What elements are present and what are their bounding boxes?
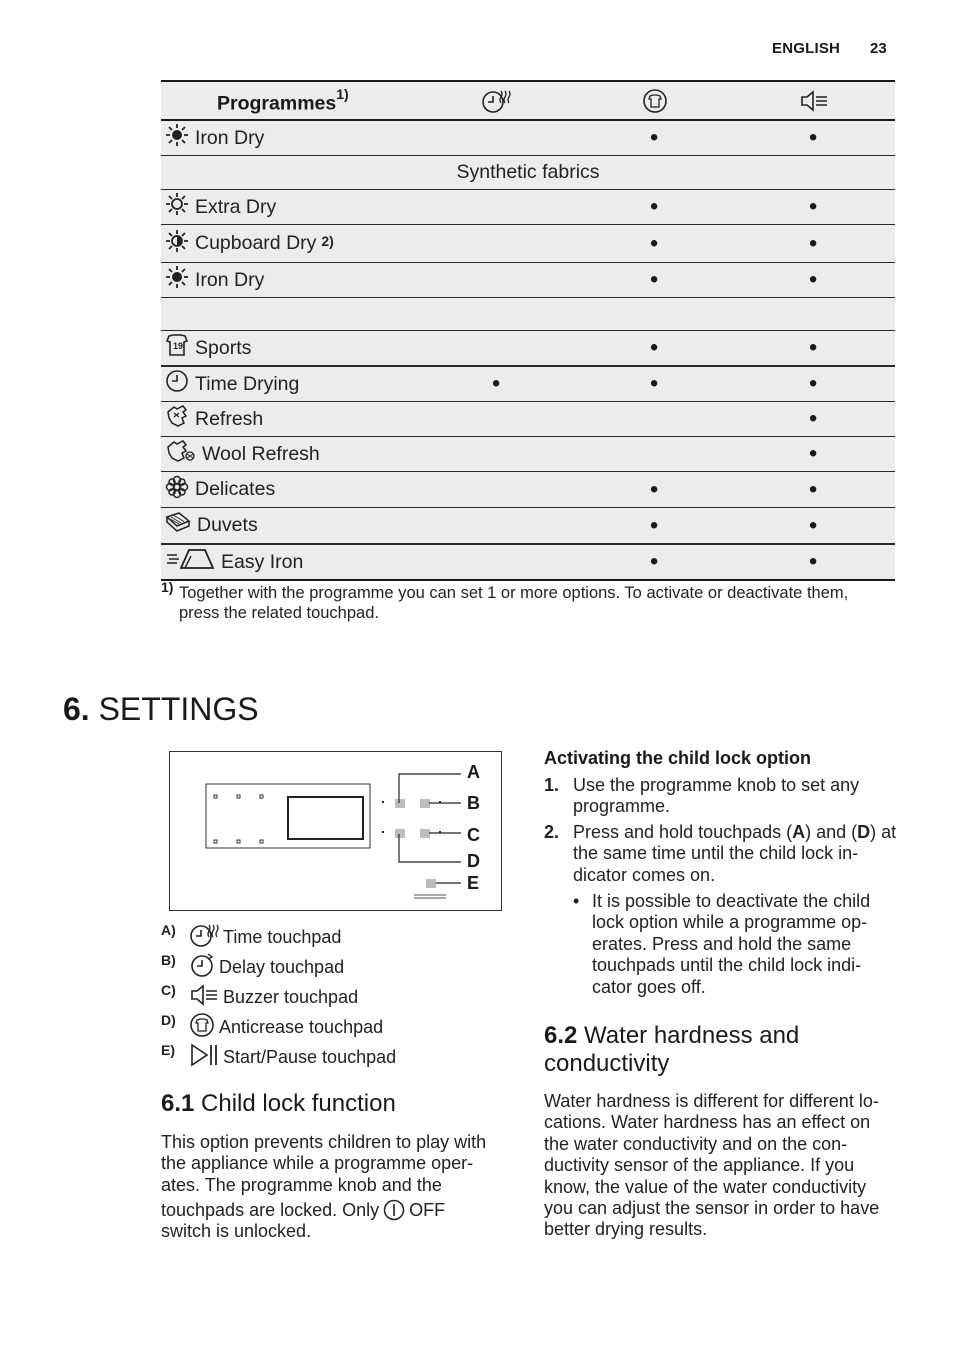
footnote-ref: 2) bbox=[321, 232, 334, 249]
legend-label: Delay touchpad bbox=[219, 957, 345, 977]
wool-refresh-icon bbox=[165, 439, 202, 469]
table-section-row bbox=[161, 156, 895, 190]
legend-item bbox=[161, 922, 341, 953]
programme-name: Sports bbox=[195, 336, 252, 359]
legend-key: A) bbox=[161, 922, 176, 938]
time-touchpad-icon bbox=[189, 922, 223, 953]
label-b: B bbox=[467, 793, 480, 813]
table-cell: ● bbox=[649, 552, 659, 570]
activating-heading: Activating the child lock option bbox=[544, 748, 812, 768]
programme-name: Delicates bbox=[195, 478, 276, 500]
legend-item bbox=[161, 952, 344, 983]
table-cell: ● bbox=[808, 409, 818, 427]
legend-label: Start/Pause touchpad bbox=[223, 1047, 397, 1067]
section-heading: 6. SETTINGS bbox=[63, 691, 259, 727]
sports-icon bbox=[165, 333, 195, 363]
easy-iron-icon bbox=[165, 546, 221, 578]
table-row bbox=[161, 472, 895, 508]
legend-item bbox=[161, 1042, 396, 1073]
table-cell: ● bbox=[649, 480, 659, 498]
table-cell: ● bbox=[808, 270, 818, 288]
legend-label: Anticrease touchpad bbox=[219, 1017, 384, 1037]
programme-name: Cupboard Dry bbox=[195, 232, 317, 254]
table-cell: ● bbox=[808, 338, 818, 356]
footnote-text: Together with the programme you can set 1 or more options. To activate or deactivate them, press the related touchpad. bbox=[179, 584, 849, 622]
table-cell: ● bbox=[649, 197, 659, 215]
table-cell: ● bbox=[491, 374, 501, 392]
table-row bbox=[161, 366, 895, 402]
table-cell: ● bbox=[808, 128, 818, 146]
table-cell: ● bbox=[808, 197, 818, 215]
child-lock-heading: 6.1 Child lock function bbox=[161, 1090, 396, 1117]
table-cell: ● bbox=[808, 444, 818, 462]
table-row bbox=[161, 263, 895, 298]
water-hardness-text: Water hardness is different for different lo- cations. Water hardness has an effect on the water conductivity and on the con- ductivity sensor of the appliance. If you know, the value of the water conductivity you can adjust the sensor in order to have better drying results. bbox=[544, 1091, 880, 1240]
section-label bbox=[161, 298, 895, 330]
programme-name: Iron Dry bbox=[195, 126, 265, 149]
table-row bbox=[161, 402, 895, 437]
child-lock-text: This option prevents children to play with the appliance while a programme oper- ates. The programme knob and the touchpads are locked. Only OFF switch is unlocked. bbox=[161, 1132, 487, 1242]
programmes-table bbox=[161, 80, 895, 581]
table-cell: ● bbox=[808, 234, 818, 252]
table-row bbox=[161, 508, 895, 544]
table-cell: ● bbox=[808, 552, 818, 570]
table-cell: ● bbox=[808, 516, 818, 534]
legend-key: E) bbox=[161, 1042, 175, 1058]
table-row bbox=[161, 331, 895, 366]
label-e: E bbox=[467, 873, 480, 893]
programme-name: Easy Iron bbox=[221, 550, 304, 573]
delay-icon bbox=[189, 952, 219, 983]
programme-name: Extra Dry bbox=[195, 195, 277, 218]
label-c: C bbox=[467, 825, 480, 845]
legend-label: Buzzer touchpad bbox=[223, 987, 359, 1007]
programmes-header: Programmes$^{1)}$ bbox=[217, 86, 349, 115]
buzzer-icon bbox=[189, 982, 223, 1013]
table-row bbox=[161, 544, 895, 581]
programme-name: Refresh bbox=[195, 407, 264, 430]
table-cell: ● bbox=[649, 270, 659, 288]
table-cell: ● bbox=[808, 374, 818, 392]
table-cell: ● bbox=[649, 516, 659, 534]
anticrease-icon bbox=[189, 1012, 219, 1043]
cupboard-dry-icon bbox=[165, 229, 195, 259]
iron-dry-icon bbox=[165, 123, 195, 153]
table-header-row bbox=[161, 82, 895, 121]
legend-key: B) bbox=[161, 952, 176, 968]
table-cell: ● bbox=[808, 480, 818, 498]
footnote-mark: 1) bbox=[161, 579, 174, 595]
extra-dry-icon bbox=[165, 192, 195, 222]
buzzer-icon bbox=[799, 88, 829, 119]
time-drying-icon bbox=[165, 369, 195, 399]
control-panel-diagram bbox=[169, 751, 502, 911]
table-cell: ● bbox=[649, 338, 659, 356]
start-pause-icon bbox=[189, 1042, 223, 1073]
delicates-icon bbox=[165, 475, 195, 505]
table-cell: ● bbox=[649, 374, 659, 392]
power-icon bbox=[383, 1199, 405, 1221]
legend-item bbox=[161, 1012, 383, 1043]
label-a: A bbox=[467, 762, 480, 782]
iron-dry-icon bbox=[165, 265, 195, 295]
programme-name: Time Drying bbox=[195, 372, 300, 395]
table-row bbox=[161, 437, 895, 472]
section-label: Synthetic fabrics bbox=[456, 161, 600, 183]
table-cell: ● bbox=[649, 128, 659, 146]
programme-name: Iron Dry bbox=[195, 268, 265, 291]
legend-key: C) bbox=[161, 982, 176, 998]
water-hardness-heading: 6.2 Water hardness and conductivity bbox=[544, 1022, 800, 1077]
table-row bbox=[161, 190, 895, 225]
refresh-icon bbox=[165, 404, 195, 434]
table-cell: ● bbox=[649, 234, 659, 252]
programme-name: Duvets bbox=[197, 514, 258, 536]
svg-text:19: 19 bbox=[173, 341, 184, 351]
time-touchpad-icon bbox=[481, 88, 511, 119]
table-empty-row bbox=[161, 298, 895, 331]
table-row bbox=[161, 225, 895, 263]
legend-label: Time touchpad bbox=[223, 927, 342, 947]
label-d: D bbox=[467, 851, 480, 871]
programme-name: Wool Refresh bbox=[202, 442, 320, 465]
table-row bbox=[161, 121, 895, 156]
legend-item bbox=[161, 982, 358, 1013]
header-language: ENGLISH bbox=[772, 40, 841, 57]
anticrease-icon bbox=[642, 88, 668, 119]
page-number: 23 bbox=[870, 40, 887, 57]
legend-key: D) bbox=[161, 1012, 176, 1028]
duvets-icon bbox=[165, 511, 197, 541]
